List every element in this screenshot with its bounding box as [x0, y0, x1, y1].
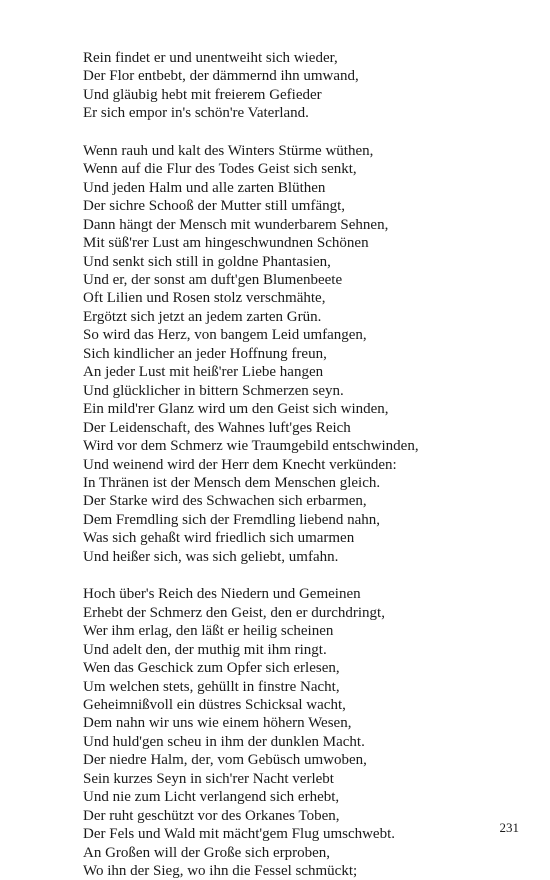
verse-line: Wer ihm erlag, den läßt er heilig scheinen — [83, 623, 334, 640]
verse-line: An jeder Lust mit heiß'rer Liebe hangen — [83, 364, 324, 381]
verse-line: Wenn auf die Flur des Todes Geist sich senkt, — [83, 161, 357, 178]
verse-line: Mit süß'rer Lust am hingeschwundnen Schönen — [83, 235, 369, 252]
verse-line: Oft Lilien und Rosen stolz verschmähte, — [83, 290, 326, 307]
verse-line: Der sichre Schooß der Mutter still umfängt, — [83, 198, 346, 215]
stanza — [83, 49, 523, 123]
verse-line: Und adelt den, der muthig mit ihm ringt. — [83, 641, 327, 658]
verse-line: Wen das Geschick zum Opfer sich erlesen, — [83, 660, 340, 677]
verse-line: Und nie zum Licht verlangend sich erhebt, — [83, 789, 340, 806]
page-number: 231 — [499, 820, 519, 835]
verse-line: Und gläubig hebt mit freierem Gefieder — [83, 86, 322, 103]
verse-line: Hoch über's Reich des Niedern und Gemeinen — [83, 586, 361, 603]
verse-line: Und huld'gen scheu in ihm der dunklen Macht. — [83, 733, 365, 750]
poem-text — [83, 49, 523, 880]
stanza — [83, 585, 523, 880]
verse-line: Wo ihn der Sieg, wo ihn die Fessel schmückt; — [83, 863, 358, 880]
verse-line: Rein findet er und unentweiht sich wieder, — [83, 50, 338, 66]
verse-line: Ergötzt sich jetzt an jedem zarten Grün. — [83, 308, 322, 325]
verse-line: Wenn rauh und kalt des Winters Stürme wüthen, — [83, 142, 374, 159]
verse-line: Und glücklicher in bittern Schmerzen seyn. — [83, 382, 344, 399]
verse-line: Dem Fremdling sich der Fremdling liebend nahn, — [83, 511, 381, 528]
verse-line: Und weinend wird der Herr dem Knecht verkünden: — [83, 456, 397, 473]
verse-line: Was sich gehaßt wird friedlich sich umarmen — [83, 530, 355, 547]
verse-line: So wird das Herz, von bangem Leid umfangen, — [83, 327, 367, 344]
verse-line: In Thränen ist der Mensch dem Menschen gleich. — [83, 474, 381, 491]
verse-line: An Großen will der Große sich erproben, — [83, 844, 331, 861]
verse-line: Um welchen stets, gehüllt in finstre Nacht, — [83, 678, 340, 695]
verse-line: Dem nahn wir uns wie einem höhern Wesen, — [83, 715, 352, 732]
verse-line: Der Starke wird des Schwachen sich erbarmen, — [83, 493, 367, 510]
verse-line: Und heißer sich, was sich geliebt, umfahn. — [83, 548, 339, 565]
verse-line: Und er, der sonst am duft'gen Blumenbeete — [83, 271, 343, 288]
verse-line: Und jeden Halm und alle zarten Blüthen — [83, 179, 326, 196]
verse-line: Er sich empor in's schön're Vaterland. — [83, 105, 309, 122]
verse-line: Dann hängt der Mensch mit wunderbarem Sehnen, — [83, 216, 389, 233]
verse-line: Der niedre Halm, der, vom Gebüsch umwoben, — [83, 752, 367, 769]
verse-line: Ein mild'rer Glanz wird um den Geist sich winden, — [83, 401, 389, 418]
verse-line: Erhebt der Schmerz den Geist, den er durchdringt, — [83, 604, 385, 621]
verse-line: Der Fels und Wald mit mächt'gem Flug umschwebt. — [83, 826, 396, 843]
verse-line: Und senkt sich still in goldne Phantasien, — [83, 253, 331, 270]
verse-line: Geheimnißvoll ein düstres Schicksal wacht, — [83, 696, 346, 713]
verse-line: Der Flor entbebt, der dämmernd ihn umwand, — [83, 68, 359, 85]
verse-line: Wird vor dem Schmerz wie Traumgebild entschwinden, — [83, 438, 419, 455]
stanza — [83, 142, 523, 566]
verse-line: Der ruht geschützt vor des Orkanes Toben, — [83, 807, 340, 824]
verse-line: Sich kindlicher an jeder Hoffnung freun, — [83, 345, 327, 362]
verse-line: Der Leidenschaft, des Wahnes luft'ges Reich — [83, 419, 351, 436]
verse-line: Sein kurzes Seyn in sich'rer Nacht verlebt — [83, 770, 334, 787]
